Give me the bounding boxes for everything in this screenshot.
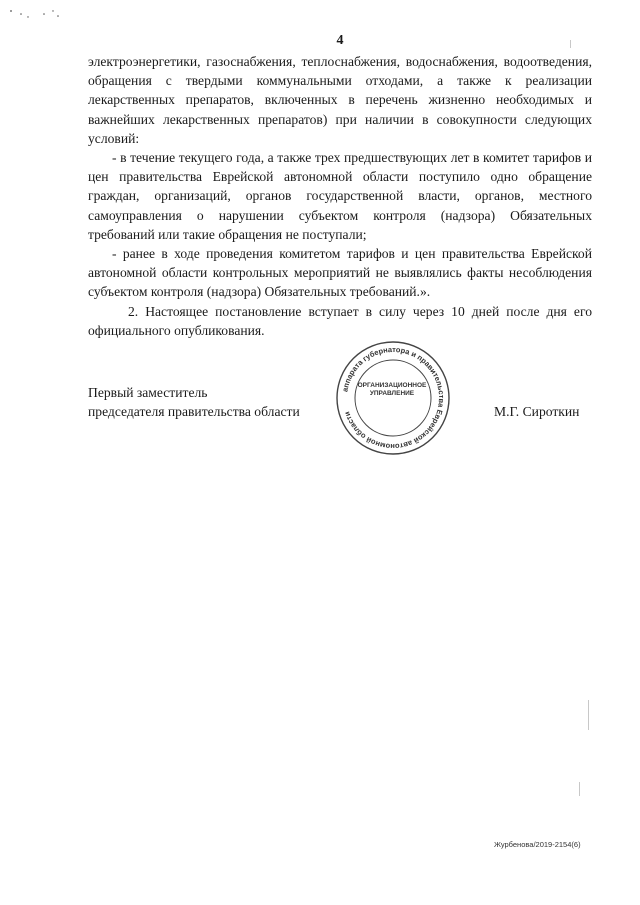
scan-specks <box>8 8 68 22</box>
signatory-name: М.Г. Сироткин <box>494 404 580 419</box>
paragraph-condition-1: - в течение текущего года, а также трех предшествующих лет в комитет тарифов и цен правительства Еврейской автономной области поступило одно обращение граждан, организаций, органов государственной власти, органов, местного самоуправления о нарушении субъектом контроля (надзора) Обязательных требований или такие обращения не поступали; <box>88 150 592 242</box>
paragraph-effective-date: 2. Настоящее постановление вступает в силу через 10 дней после дня его официального опубликования. <box>88 303 592 338</box>
paragraph-condition-2: - ранее в ходе проведения комитетом тарифов и цен правительства Еврейской автономной области контрольных мероприятий не выявлялись факты несоблюдения субъектом контроля (надзора) Обязательных требований.». <box>88 246 592 300</box>
scan-margin-mark <box>579 782 580 796</box>
signatory-title-line-2: председателя правительства области <box>88 404 300 419</box>
document-body <box>88 52 592 340</box>
official-stamp <box>328 338 458 458</box>
document-reference-code: Журбенова/2019-2154(6) <box>494 840 581 849</box>
signatory-title <box>88 383 300 421</box>
svg-text:аппарата губернатора и правите: аппарата губернатора и правительства Еврейской автономной области <box>340 344 447 452</box>
paragraph-continuation: электроэнергетики, газоснабжения, теплоснабжения, водоснабжения, водоотведения, обращения с твердыми коммунальными отходами, а также к реализации лекарственных препаратов, включенных в перечень жизненно необходимых и важнейших лекарственных препаратов) при наличии в совокупности следующих условий: <box>88 54 592 146</box>
stamp-center-text: ОРГАНИЗАЦИОННОЕ УПРАВЛЕНИЕ <box>357 382 427 397</box>
signatory-title-line-1: Первый заместитель <box>88 385 208 400</box>
scan-margin-mark <box>588 700 589 730</box>
scan-margin-mark <box>570 40 571 48</box>
page-number: 4 <box>336 33 344 48</box>
